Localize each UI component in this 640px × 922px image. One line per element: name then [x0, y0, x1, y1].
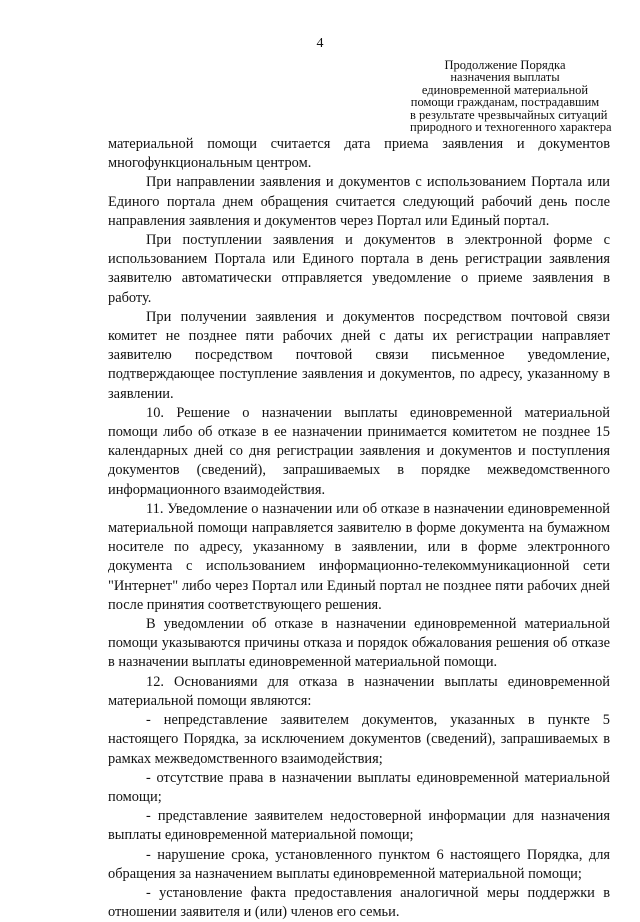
page-number: 4 — [316, 36, 324, 51]
header-line: назначения выплаты — [450, 70, 560, 85]
refusal-ground-item: - непредставление заявителем документов, указанных в пункте 5 настоящего Порядка, за исключением документов (сведений), запрашиваемых в рамках межведомственного взаимодействия; — [108, 712, 610, 767]
refusal-ground-item: - установление факта предоставления аналогичной меры поддержки в отношении заявителя и (или) членов его семьи. — [108, 884, 610, 921]
header-line: единовременной материальной — [421, 82, 589, 97]
clause-12: 12. Основаниями для отказа в назначении выплаты единовременной материальной помощи являются: — [108, 673, 610, 709]
paragraph-electronic-receipt: При поступлении заявления и документов в электронной форме с использованием Портала или Единого портала в день регистрации заявления заявителю автоматически отправляется уведомление о приеме заявления в работу. — [108, 232, 610, 306]
paragraph-continuation: материальной помощи считается дата приема заявления и документов многофункциональным центром. — [108, 136, 610, 172]
document-body — [108, 135, 610, 922]
clause-10: 10. Решение о назначении выплаты единовременной материальной помощи либо об отказе в ее назначении принимается комитетом не позднее 15 календарных дней со дня регистрации заявления и документов и поступления документов (сведений), запрашиваемых в порядке межведомственного информационного взаимодействия. — [108, 404, 610, 498]
refusal-ground-item: - нарушение срока, установленного пунктом 6 настоящего Порядка, для обращения за назначением выплаты единовременной материальной помощи; — [108, 846, 610, 882]
header-line: Продолжение Порядка — [444, 58, 566, 72]
refusal-ground-item: - представление заявителем недостоверной информации для назначения выплаты единовременной материальной помощи; — [108, 808, 610, 844]
clause-11: 11. Уведомление о назначении или об отказе в назначении единовременной материальной помощи направляется заявителю в форме документа на бумажном носителе по адресу, указанному в заявлении, или в форме электронного документа с использованием информационно-телекоммуникационной сети "Интернет" либо через Портал или Единый портал не позднее пяти рабочих дней после принятия соответствующего решения. — [108, 500, 610, 613]
paragraph-portal-submission: При направлении заявления и документов с использованием Портала или Единого портала днем обращения считается следующий рабочий день после направления заявления и документов через Портал или Единый портал. — [108, 174, 610, 229]
paragraph-refusal-notice: В уведомлении об отказе в назначении единовременной материальной помощи указываются причины отказа и порядок обжалования решения об отказе в назначении выплаты единовременной материальной помощи. — [108, 616, 610, 671]
refusal-ground-item: - отсутствие права в назначении выплаты единовременной материальной помощи; — [108, 769, 610, 805]
document-header-note — [410, 58, 612, 135]
header-line: в результате чрезвычайных ситуаций — [410, 107, 608, 122]
header-line: помощи гражданам, пострадавшим — [410, 95, 600, 110]
header-line: природного и техногенного характера — [410, 120, 612, 135]
paragraph-postal-receipt: При получении заявления и документов посредством почтовой связи комитет не позднее пяти рабочих дней с даты их регистрации направляет заявителю посредством почтовой связи письменное уведомление, подтверждающее поступление заявления и документов, по адресу, указанному в заявлении. — [108, 308, 610, 402]
